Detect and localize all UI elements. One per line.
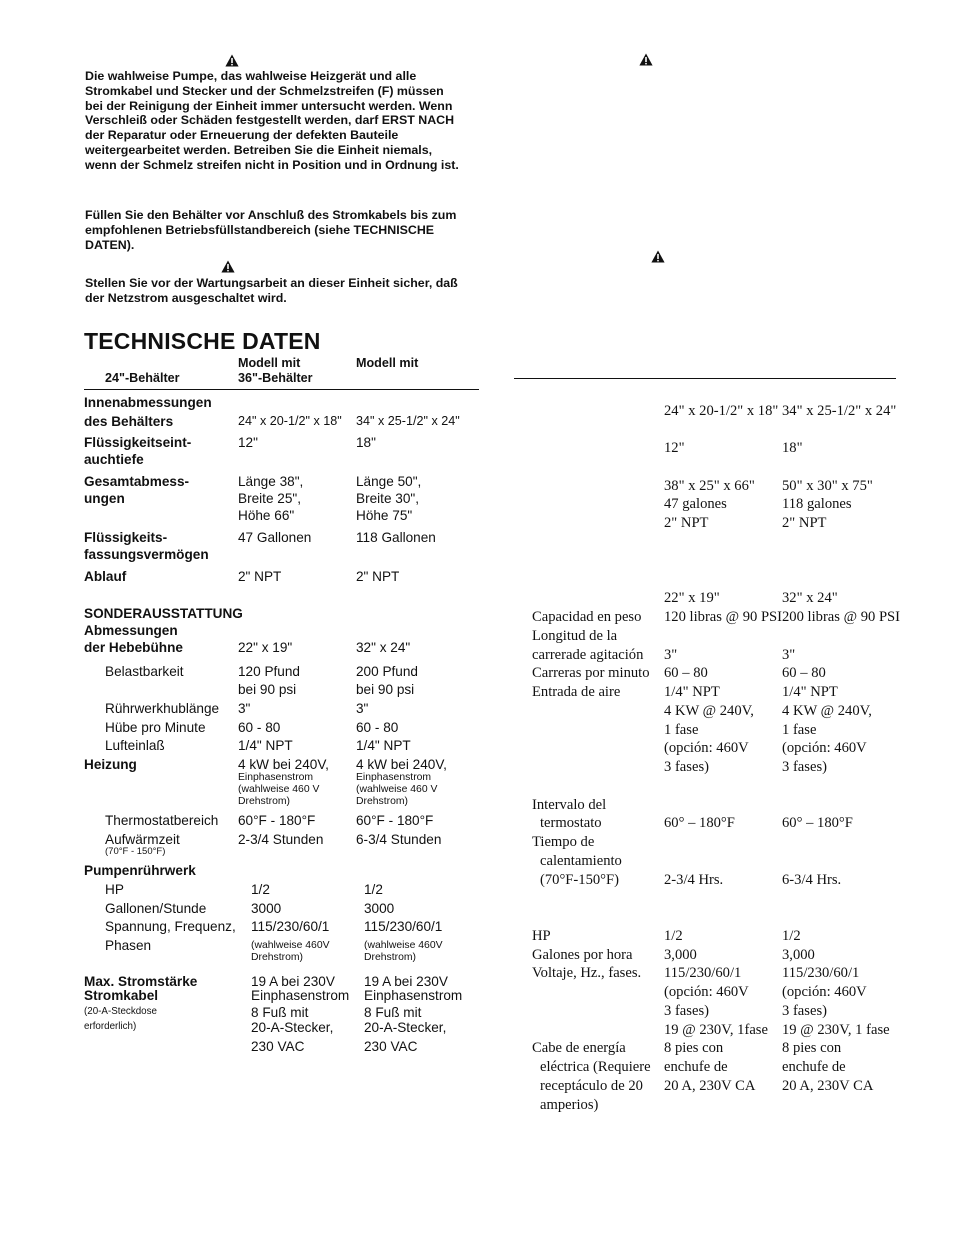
cell-value: Breite 25",	[238, 491, 302, 506]
cell-value: bei 90 psi	[238, 682, 297, 697]
cell-value: 120 libras @ 90 PSI	[664, 609, 783, 625]
cell-value: 3"	[664, 646, 678, 663]
cell-value: enchufe de	[782, 1059, 846, 1075]
cell-value: 118 Gallonen	[356, 530, 436, 545]
cell-value: 1/2	[251, 882, 270, 897]
cell-value: 1 fase	[664, 721, 699, 738]
cell-value: 1/2	[664, 927, 683, 944]
cell-value: 3,000	[782, 946, 815, 963]
row-label: Voltaje, Hz., fases.	[532, 965, 642, 982]
row-label: calentamiento	[540, 852, 622, 869]
row-label: Innenabmessungen	[84, 395, 212, 410]
cell-value: 34" x 25-1/2" x 24"	[356, 414, 460, 428]
warning-icon	[225, 54, 239, 67]
cell-value: Länge 50",	[356, 474, 422, 489]
cell-value: 1/4" NPT	[356, 738, 411, 753]
cell-value: 3 fases)	[664, 759, 709, 775]
row-label: termostato	[540, 815, 602, 832]
row-label: carrerade agitación	[532, 646, 644, 663]
fill-instruction: Füllen Sie den Behälter vor Anschluß des Stromkabels bis zum empfohlenen Betriebsfüllstandbereich (siehe TECHNISCHE DATEN).	[85, 208, 457, 252]
cell-value: 3 fases)	[664, 1002, 709, 1019]
warning-icon	[639, 53, 653, 66]
cell-value: 2" NPT	[356, 569, 400, 584]
cell-value: 1/2	[364, 882, 383, 897]
column-header: Modell mit	[356, 356, 419, 370]
cell-value: 47 Gallonen	[238, 530, 312, 545]
cell-value: 19 A bei 230V	[364, 974, 448, 989]
row-label: receptáculo de 20	[540, 1077, 643, 1094]
row-label: Heizung	[84, 757, 137, 772]
row-label-note: erforderlich)	[84, 1021, 137, 1032]
cell-value: (opción: 460V	[782, 984, 867, 1000]
cell-value: 47 galones	[664, 496, 727, 512]
row-label: Max. Stromstärke	[84, 974, 198, 989]
cell-value: 12"	[238, 435, 258, 450]
cell-value: 6-3/4 Hrs.	[782, 871, 842, 888]
row-label: Longitud de la	[532, 627, 618, 644]
row-label: Flüssigkeitseint-	[84, 435, 192, 450]
cell-value: 115/230/60/1	[364, 919, 443, 934]
cell-value: 2-3/4 Hrs.	[664, 871, 724, 888]
cell-value: 6-3/4 Stunden	[356, 832, 442, 847]
cell-value: 60° – 180°F	[782, 815, 853, 832]
column-header: 36"-Behälter	[238, 371, 313, 385]
cell-value: 1/4" NPT	[664, 684, 720, 700]
cell-value: 60° – 180°F	[664, 815, 735, 832]
row-label: (70°F-150°F)	[540, 871, 619, 888]
cell-value: 19 A bei 230V	[251, 974, 335, 989]
cell-value: 3"	[356, 701, 369, 716]
section-heading: Pumpenrührwerk	[84, 863, 196, 878]
cell-value: 3000	[251, 901, 282, 916]
cell-value: 1/2	[782, 927, 801, 944]
row-label-note: (20-A-Steckdose	[84, 1006, 157, 1017]
cell-value: 115/230/60/1	[782, 965, 860, 982]
row-label: amperios)	[540, 1096, 599, 1113]
row-label: fassungsvermögen	[84, 547, 209, 562]
warning-paragraph: Die wahlweise Pumpe, das wahlweise Heizgerät und alle Stromkabel und Stecker und der Schmelzstreifen (F) müssen bei der Reinigung der Einheit immer untersucht werden. Wenn Verschleiß oder Schäden festgestellt werden, darf ERST NACH der Reparatur oder Erneuerung der defekten Bauteile weitergearbeitet werden. Betreiben Sie die Einheit niemals, wenn der Schmelz streifen nicht in Position und in Ordnung ist.	[85, 69, 459, 172]
cell-value: 18"	[356, 435, 376, 450]
row-label: Flüssigkeits-	[84, 530, 168, 545]
cell-note: (wahlweise 460 V	[356, 784, 438, 795]
cell-value: Höhe 66"	[238, 508, 295, 523]
warning-icon	[221, 260, 235, 273]
cell-note: Drehstrom)	[356, 796, 408, 807]
cell-value: 1/4" NPT	[238, 738, 293, 753]
row-label: des Behälters	[84, 414, 174, 429]
cell-value: 3 fases)	[782, 759, 827, 775]
cell-note: Drehstrom)	[238, 796, 290, 807]
cell-value: 230 VAC	[364, 1039, 418, 1054]
row-label: Entrada de aire	[532, 684, 621, 700]
warning-paragraph-power: Stellen Sie vor der Wartungsarbeit an dieser Einheit sicher, daß der Netzstrom ausgeschaltet wird.	[85, 276, 458, 305]
cell-value: 20 A, 230V CA	[664, 1077, 756, 1094]
cell-value: 24" x 20-1/2" x 18"	[664, 403, 779, 419]
cell-value: Höhe 75"	[356, 508, 413, 523]
cell-value: 19 @ 230V, 1 fase	[782, 1021, 890, 1038]
row-label: Phasen	[105, 938, 152, 953]
row-label: ungen	[84, 491, 125, 506]
cell-value: 22" x 19"	[664, 590, 720, 606]
row-label: Galones por hora	[532, 946, 633, 963]
cell-value: 3"	[782, 646, 796, 663]
cell-note: (wahlweise 460V	[364, 940, 443, 951]
row-label: Cabe de energía	[532, 1040, 626, 1057]
cell-value: (opción: 460V	[664, 984, 749, 1000]
cell-value: 38" x 25" x 66"	[664, 478, 755, 494]
cell-value: 12"	[664, 440, 685, 456]
row-label: Hübe pro Minute	[105, 720, 206, 735]
row-label: Tiempo de	[532, 834, 595, 850]
cell-value: 2" NPT	[782, 515, 827, 531]
cell-value: 8 pies con	[782, 1040, 842, 1057]
row-label: Abmessungen	[84, 623, 178, 638]
cell-value: 20-A-Stecker,	[251, 1020, 334, 1035]
cell-value: 1/4" NPT	[782, 684, 838, 700]
cell-value: 115/230/60/1	[664, 965, 742, 982]
row-label: Stromkabel	[84, 988, 159, 1003]
cell-value: 50" x 30" x 75"	[782, 478, 873, 494]
cell-value: 34" x 25-1/2" x 24"	[782, 403, 897, 419]
cell-note: Drehstrom)	[251, 952, 303, 963]
row-label: Gesamtabmess-	[84, 474, 190, 489]
cell-value: 4 kW bei 240V,	[356, 757, 447, 772]
row-label: Intervalo del	[532, 796, 607, 813]
cell-value: 200 Pfund	[356, 664, 418, 679]
row-label: Ablauf	[84, 569, 127, 584]
cell-value: Breite 30",	[356, 491, 420, 506]
cell-value: 22" x 19"	[238, 640, 293, 655]
row-label: Spannung, Frequenz,	[105, 919, 236, 934]
row-label: Capacidad en peso	[532, 609, 642, 625]
cell-value: 60°F - 180°F	[238, 813, 316, 828]
header-rule	[84, 389, 479, 390]
cell-value: 60 - 80	[238, 720, 281, 735]
cell-value: 3000	[364, 901, 395, 916]
cell-value: 4 KW @ 240V,	[782, 702, 872, 719]
cell-value: 19 @ 230V, 1fase	[664, 1021, 768, 1038]
cell-note: (wahlweise 460V	[251, 940, 330, 951]
row-label: Carreras por minuto	[532, 665, 650, 682]
row-label: der Hebebühne	[84, 640, 183, 655]
row-label: Lufteinlaß	[105, 738, 165, 753]
cell-value: 60 – 80	[782, 665, 826, 682]
row-label: Thermostatbereich	[105, 813, 219, 828]
cell-value: (opción: 460V	[664, 740, 749, 757]
cell-value: 18"	[782, 440, 803, 456]
cell-value: Einphasenstrom	[364, 988, 463, 1003]
cell-value: 8 Fuß mit	[251, 1005, 309, 1020]
row-label: HP	[532, 927, 551, 944]
cell-value: 24" x 20-1/2" x 18"	[238, 414, 342, 428]
spec-title: TECHNISCHE DATEN	[84, 328, 321, 354]
cell-value: 115/230/60/1	[251, 919, 330, 934]
column-header: Modell mit	[238, 356, 301, 370]
row-label: HP	[105, 882, 124, 897]
cell-value: Länge 38",	[238, 474, 304, 489]
cell-value: 2" NPT	[238, 569, 282, 584]
cell-value: 120 Pfund	[238, 664, 300, 679]
cell-note: Einphasenstrom	[238, 772, 314, 783]
cell-value: 32" x 24"	[782, 590, 838, 606]
cell-value: 118 galones	[782, 496, 852, 512]
cell-value: 3"	[238, 701, 251, 716]
row-label: Gallonen/Stunde	[105, 901, 207, 916]
cell-value: 200 libras @ 90 PSI	[782, 609, 901, 625]
row-label: Aufwärmzeit	[105, 832, 180, 847]
cell-value: 2" NPT	[664, 515, 709, 531]
cell-note: Einphasenstrom	[356, 772, 432, 783]
cell-value: 2-3/4 Stunden	[238, 832, 324, 847]
cell-note: Drehstrom)	[364, 952, 416, 963]
row-label: auchtiefe	[84, 452, 144, 467]
cell-value: 3,000	[664, 946, 697, 963]
cell-value: 20 A, 230V CA	[782, 1077, 874, 1094]
cell-value: 4 KW @ 240V,	[664, 702, 754, 719]
cell-value: 8 pies con	[664, 1040, 724, 1057]
cell-value: (opción: 460V	[782, 740, 867, 757]
cell-value: 8 Fuß mit	[364, 1005, 422, 1020]
cell-value: enchufe de	[664, 1059, 728, 1075]
cell-value: bei 90 psi	[356, 682, 415, 697]
column-header: 24"-Behälter	[105, 371, 180, 385]
cell-value: 4 kW bei 240V,	[238, 757, 329, 772]
cell-value: 3 fases)	[782, 1002, 827, 1019]
cell-value: 60 - 80	[356, 720, 399, 735]
cell-value: 60 – 80	[664, 665, 708, 682]
cell-value: 1 fase	[782, 721, 817, 738]
cell-value: 20-A-Stecker,	[364, 1020, 447, 1035]
row-label-note: (70°F - 150°F)	[105, 846, 166, 857]
row-label: Rührwerkhublänge	[105, 701, 220, 716]
header-rule	[514, 378, 896, 379]
cell-note: (wahlweise 460 V	[238, 784, 320, 795]
cell-value: 230 VAC	[251, 1039, 305, 1054]
section-heading: SONDERAUSSTATTUNG	[84, 606, 243, 621]
warning-icon	[651, 250, 665, 263]
row-label: Belastbarkeit	[105, 664, 184, 679]
row-label: eléctrica (Requiere	[540, 1059, 651, 1075]
cell-value: 60°F - 180°F	[356, 813, 434, 828]
cell-value: Einphasenstrom	[251, 988, 350, 1003]
cell-value: 32" x 24"	[356, 640, 411, 655]
